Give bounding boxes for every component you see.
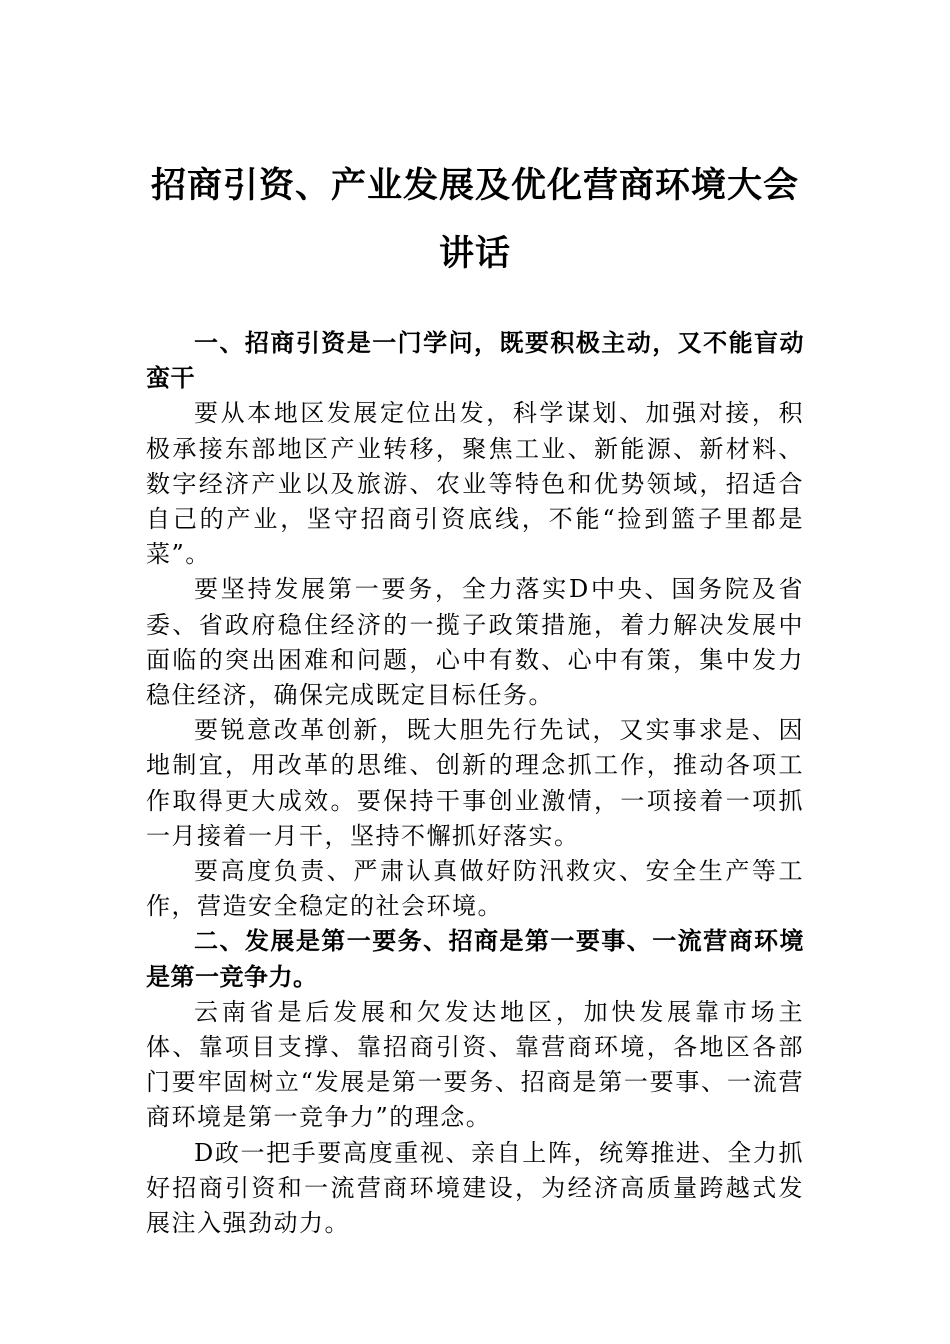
document-body — [146, 326, 804, 1241]
body-paragraph-4: 要高度负责、严肃认真做好防汛救灾、安全生产等工作，营造安全稳定的社会环境。 — [146, 857, 804, 921]
body-paragraph-5: 云南省是后发展和欠发达地区，加快发展靠市场主体、靠项目支撑、靠招商引资、靠营商环境，各地区各部门要牢固树立“发展是第一要务、招商是第一要事、一流营商环境是第一竞争力”的理念。 — [146, 997, 804, 1132]
document-title-line-1: 招商引资、产业发展及优化营商环境大会 — [150, 165, 799, 206]
section-heading-2: 二、发展是第一要务、招商是第一要事、一流营商环境是第一竞争力。 — [146, 927, 804, 991]
body-paragraph-6: D政一把手要高度重视、亲自上阵，统筹推进、全力抓好招商引资和一流营商环境建设，为经济高质量跨越式发展注入强劲动力。 — [146, 1138, 804, 1238]
body-paragraph-1: 要从本地区发展定位出发，科学谋划、加强对接，积极承接东部地区产业转移，聚焦工业、新能源、新材料、数字经济产业以及旅游、农业等特色和优势领域，招适合自己的产业，坚守招商引资底线，不能“捡到篮子里都是菜”。 — [146, 399, 804, 569]
body-paragraph-3: 要锐意改革创新，既大胆先行先试，又实事求是、因地制宜，用改革的思维、创新的理念抓工作，推动各项工作取得更大成效。要保持干事创业激情，一项接着一项抓一月接着一月干，坚持不懈抓好落实。 — [146, 716, 804, 850]
body-paragraph-2: 要坚持发展第一要务，全力落实D中央、国务院及省委、省政府稳住经济的一揽子政策措施，着力解决发展中面临的突出困难和问题，心中有数、心中有策，集中发力稳住经济，确保完成既定目标任务。 — [146, 575, 804, 710]
section-heading-1: 一、招商引资是一门学问，既要积极主动，又不能盲动蛮干 — [146, 329, 804, 393]
document-title-line-2: 讲话 — [438, 233, 511, 274]
